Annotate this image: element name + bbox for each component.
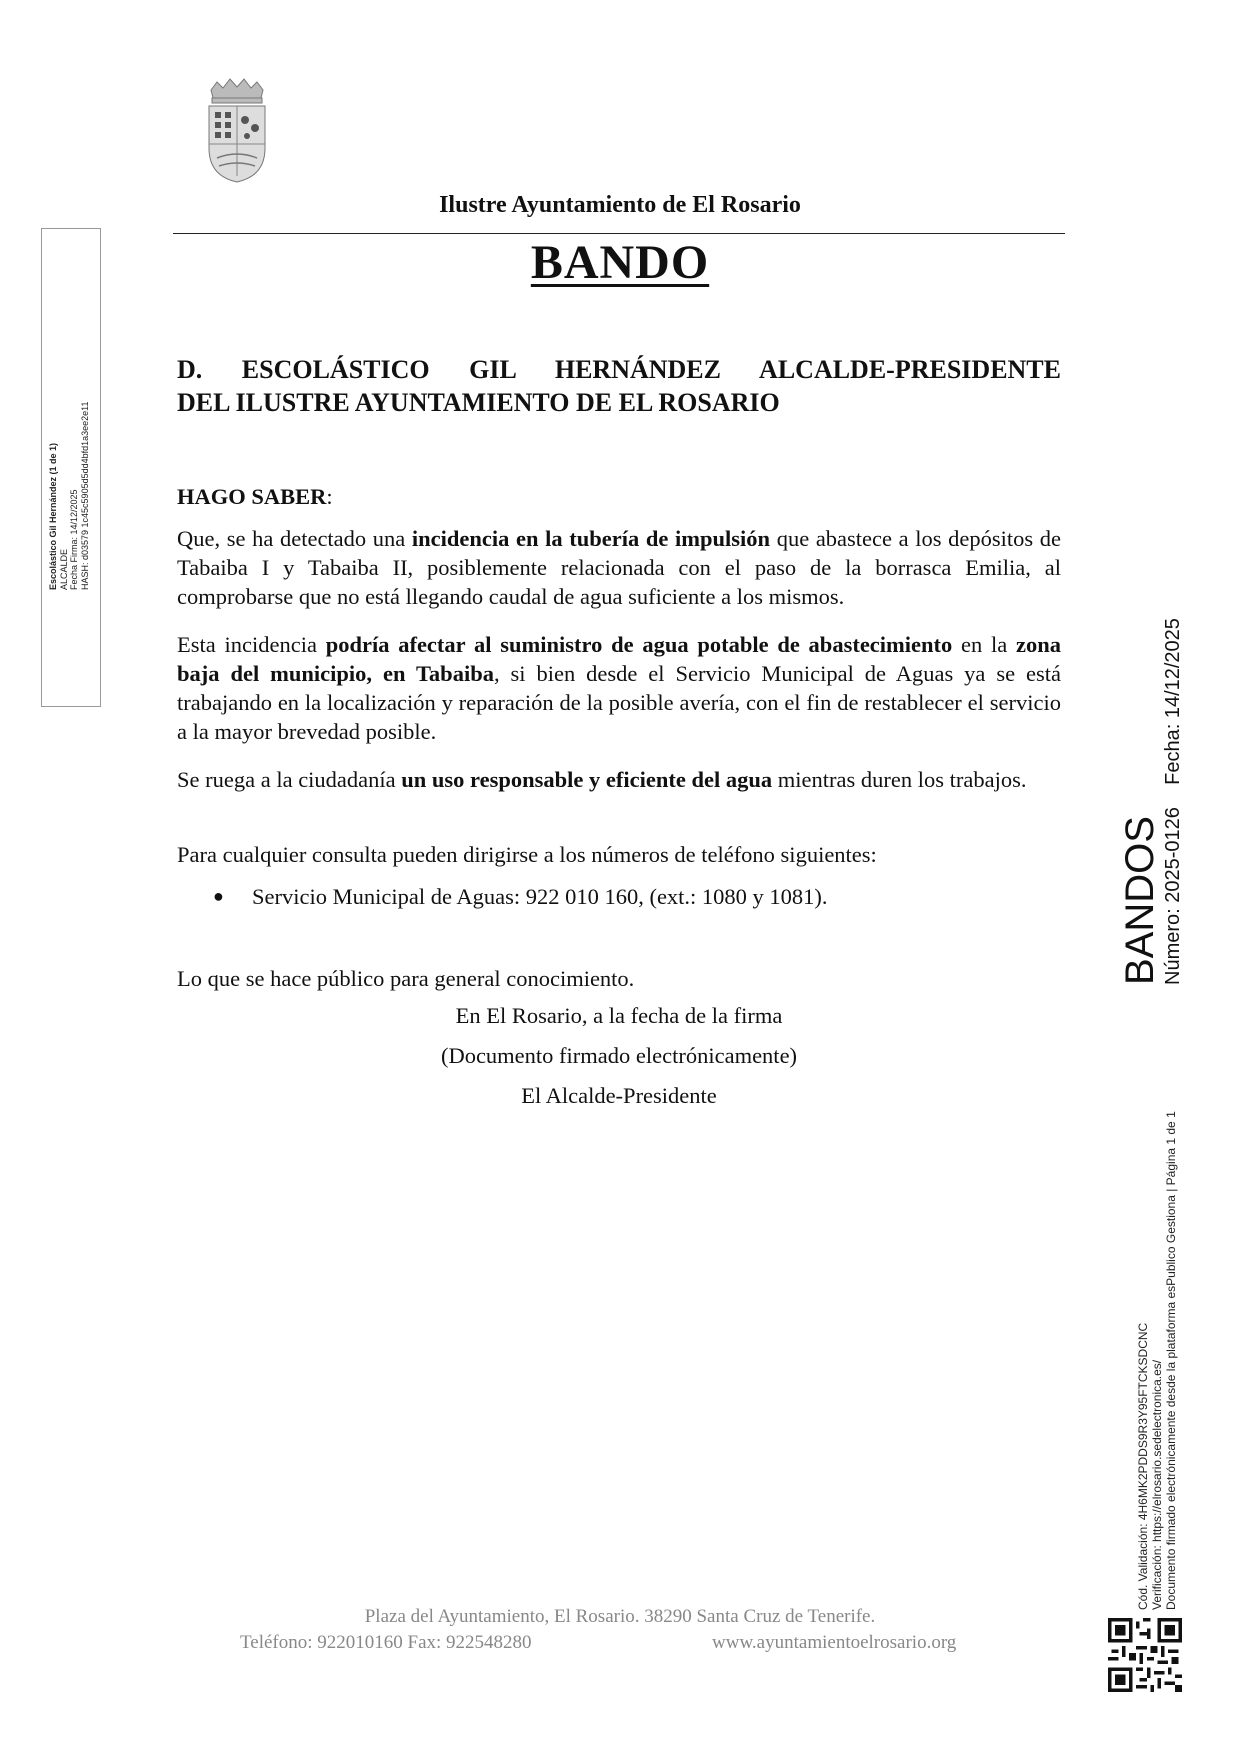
signer-name: Escolástico Gil Hernández (1 de 1) — [48, 442, 58, 590]
document-title-text: BANDO — [530, 236, 710, 289]
issuer-heading — [177, 353, 1061, 419]
signer-role: ALCALDE — [58, 548, 69, 590]
issuer-heading-line2: DEL ILUSTRE AYUNTAMIENTO DE EL ROSARIO — [177, 388, 780, 417]
paragraph-3 — [177, 765, 1061, 794]
closing-paragraph: Lo que se hace público para general conocimiento. — [177, 966, 635, 991]
document-title — [0, 235, 1240, 290]
hago-saber-colon: : — [326, 484, 333, 509]
bullet-icon: ● — [213, 886, 224, 906]
p1-b: incidencia en la tubería de impulsión — [411, 526, 771, 551]
list-item-text: Servicio Municipal de Aguas: 922 010 160, (ext.: 1080 y 1081). — [252, 884, 828, 909]
validation-platform: Documento firmado electrónicamente desde la plataforma esPublico Gestiona | Página 1 de 1 — [1164, 1111, 1178, 1610]
registry-category: BANDOS — [1118, 816, 1162, 985]
registry-date: Fecha: 14/12/2025 — [1162, 618, 1184, 785]
footer-address: Plaza del Ayuntamiento, El Rosario. 38290 Santa Cruz de Tenerife. — [364, 1606, 876, 1627]
signature-place: En El Rosario, a la fecha de la firma — [455, 1003, 783, 1028]
p3-c: mientras duren los trabajos. — [772, 767, 1027, 792]
paragraph-2 — [177, 630, 1061, 746]
footer-phone: Teléfono: 922010160 Fax: 922548280 — [240, 1632, 532, 1653]
signature-hash: HASH: d03579 1c45c5905d5dd4bfd1a3ee2e11 — [79, 401, 90, 590]
p2-a: Esta incidencia — [177, 632, 326, 657]
p1-a: Que, se ha detectado una — [177, 526, 412, 551]
qr-code-icon[interactable] — [1108, 1618, 1182, 1692]
signature-date: Fecha Firma: 14/12/2025 — [69, 489, 79, 590]
hago-saber-heading — [177, 482, 1061, 511]
validation-url[interactable]: Verificación: https://elrosario.sedelectronica.es/ — [1150, 1359, 1164, 1610]
p2-e: , si bien desde el Servicio Municipal de Aguas ya se está trabajando en la localización y reparación de la posible avería, con el fin de restablecer el servicio a la mayor brevedad posible. — [177, 661, 1061, 744]
registry-number: Número: 2025-0126 — [1162, 807, 1184, 985]
paragraph-4: Para cualquier consulta pueden dirigirse a los números de teléfono siguientes: — [177, 842, 877, 867]
signature-note: (Documento firmado electrónicamente) — [440, 1043, 798, 1068]
footer-website-link[interactable]: www.ayuntamientoelrosario.org — [712, 1632, 957, 1653]
header-divider — [173, 233, 1065, 234]
issuer-heading-line1: D. ESCOLÁSTICO GIL HERNÁNDEZ ALCALDE-PRESIDENTE — [177, 355, 1061, 384]
p2-c: en la — [952, 632, 1016, 657]
p3-b: un uso responsable y eficiente del agua — [401, 767, 773, 792]
p3-a: Se ruega a la ciudadanía — [177, 767, 402, 792]
validation-code: Cód. Validación: 4H6MK2PDDS9R3Y95FTCKSDCNC — [1136, 1322, 1150, 1610]
validation-info — [1136, 1090, 1196, 1610]
signer-title: El Alcalde-Presidente — [521, 1083, 717, 1108]
p1-c: que abastece a los depósitos de Tabaiba I y Tabaiba II, posiblemente relacionada con el paso de la borrasca Emilia, al comprobarse que no está llegando caudal de agua suficiente a los mismos. — [177, 526, 1061, 609]
p2-b: podría afectar al suministro de agua potable de abastecimiento — [325, 632, 953, 657]
signature-sidebar-text — [48, 290, 104, 590]
hago-saber-text: HAGO SABER — [177, 484, 327, 509]
registry-stamp — [1118, 618, 1208, 985]
paragraph-1 — [177, 524, 1061, 611]
coat-of-arms-logo — [203, 76, 271, 186]
institution-name: Ilustre Ayuntamiento de El Rosario — [439, 192, 801, 218]
p2-d: zona baja del municipio, en Tabaiba — [177, 632, 1061, 686]
